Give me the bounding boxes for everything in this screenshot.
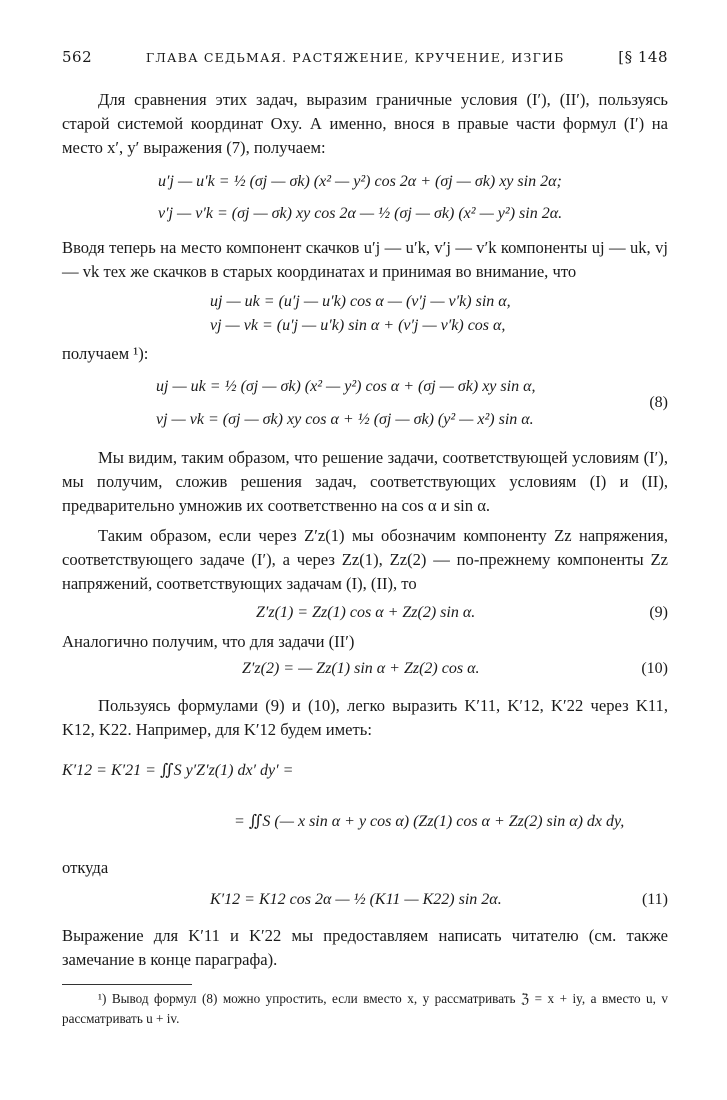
paragraph-3: получаем ¹): — [62, 344, 149, 363]
equation-line: Z′z(2) = — Zz(1) sin α + Zz(2) cos α. — [242, 660, 480, 677]
equation-number: (10) — [641, 660, 668, 677]
footnote-divider — [62, 984, 192, 985]
equation-line: uj — uk = (u′j — u′k) cos α — (v′j — v′k) sin α, — [210, 293, 511, 310]
paragraph-7: Пользуясь формулами (9) и (10), легко выразить K′11, K′12, K′22 через K11, K12, K22. Например, для K′12 будем иметь: — [62, 696, 668, 739]
equation-jump-primed — [158, 166, 668, 230]
footnote: ¹) Вывод формул (8) можно упростить, если вместо x, y рассматривать ℨ = x + iy, а вместо u, v рассматривать u + iv. — [62, 991, 668, 1026]
equation-transform — [210, 290, 668, 338]
running-header — [62, 48, 668, 66]
paragraph-1: Для сравнения этих задач, выразим граничные условия (I′), (II′), пользуясь старой системой координат Oxy. А именно, внося в правые части формул (I′) на место x′, y′ выражения (7), получаем: — [62, 90, 668, 157]
equation-line: = ∬S (— x sin α + y cos α) (Zz(1) cos α + Zz(2) sin α) dx dy, — [234, 813, 625, 830]
paragraph-8: откуда — [62, 858, 109, 877]
equation-number: (8) — [649, 394, 668, 411]
equation-k12 — [62, 754, 668, 848]
equation-number: (9) — [649, 604, 668, 621]
equation-line: uj — uk = ½ (σj — σk) (x² — y²) cos α + (σj — σk) xy sin α, — [156, 378, 536, 395]
page-number: 562 — [62, 48, 93, 66]
chapter-title: ГЛАВА СЕДЬМАЯ. РАСТЯЖЕНИЕ, КРУЧЕНИЕ, ИЗГИБ — [145, 50, 565, 65]
equation-line: vj — vk = (σj — σk) xy cos α + ½ (σj — σk) (y² — x²) sin α. — [156, 411, 534, 428]
book-page — [62, 48, 668, 1029]
paragraph-4: Мы видим, таким образом, что решение задачи, соответствующей условиям (I′), мы получим, сложив решения задач, соответствующих условиям (I) и (II), предварительно умножив их соответственно на cos α и sin α. — [62, 448, 668, 515]
equation-line: K′12 = K12 cos 2α — ½ (K11 — K22) sin 2α. — [210, 891, 502, 908]
equation-line: Z′z(1) = Zz(1) cos α + Zz(2) sin α. — [256, 604, 476, 621]
equation-number: (11) — [641, 891, 668, 908]
equation-9 — [62, 602, 668, 626]
section-marker: [§ 148 — [618, 48, 668, 66]
equation-10 — [62, 658, 668, 682]
equation-line: K′12 = K′21 = ∬S y′Z′z(1) dx′ dy′ = — [62, 762, 294, 779]
paragraph-5: Таким образом, если через Z′z(1) мы обозначим компоненту Zz напряжения, соответствующего задаче (I′), а через Zz(1), Zz(2) — по-прежнему компоненты Zz напряжений, соответствующих задачам (I), (II), то — [62, 526, 668, 593]
equation-line: v′j — v′k = (σj — σk) xy cos 2α — ½ (σj — σk) (x² — y²) sin 2α. — [158, 205, 563, 222]
paragraph-6: Аналогично получим, что для задачи (II′) — [62, 632, 355, 651]
paragraph-9: Выражение для K′11 и K′22 мы предоставляем написать читателю (см. также замечание в конце параграфа). — [62, 926, 668, 969]
equation-8 — [156, 370, 668, 436]
equation-line: u′j — u′k = ½ (σj — σk) (x² — y²) cos 2α + (σj — σk) xy sin 2α; — [158, 173, 562, 190]
equation-11 — [62, 886, 668, 914]
paragraph-2: Вводя теперь на место компонент скачков u′j — u′k, v′j — v′k компоненты uj — uk, vj — vk тех же скачков в старых координатах и принимая во внимание, что — [62, 238, 668, 281]
equation-line: vj — vk = (u′j — u′k) sin α + (v′j — v′k) cos α, — [210, 317, 506, 334]
